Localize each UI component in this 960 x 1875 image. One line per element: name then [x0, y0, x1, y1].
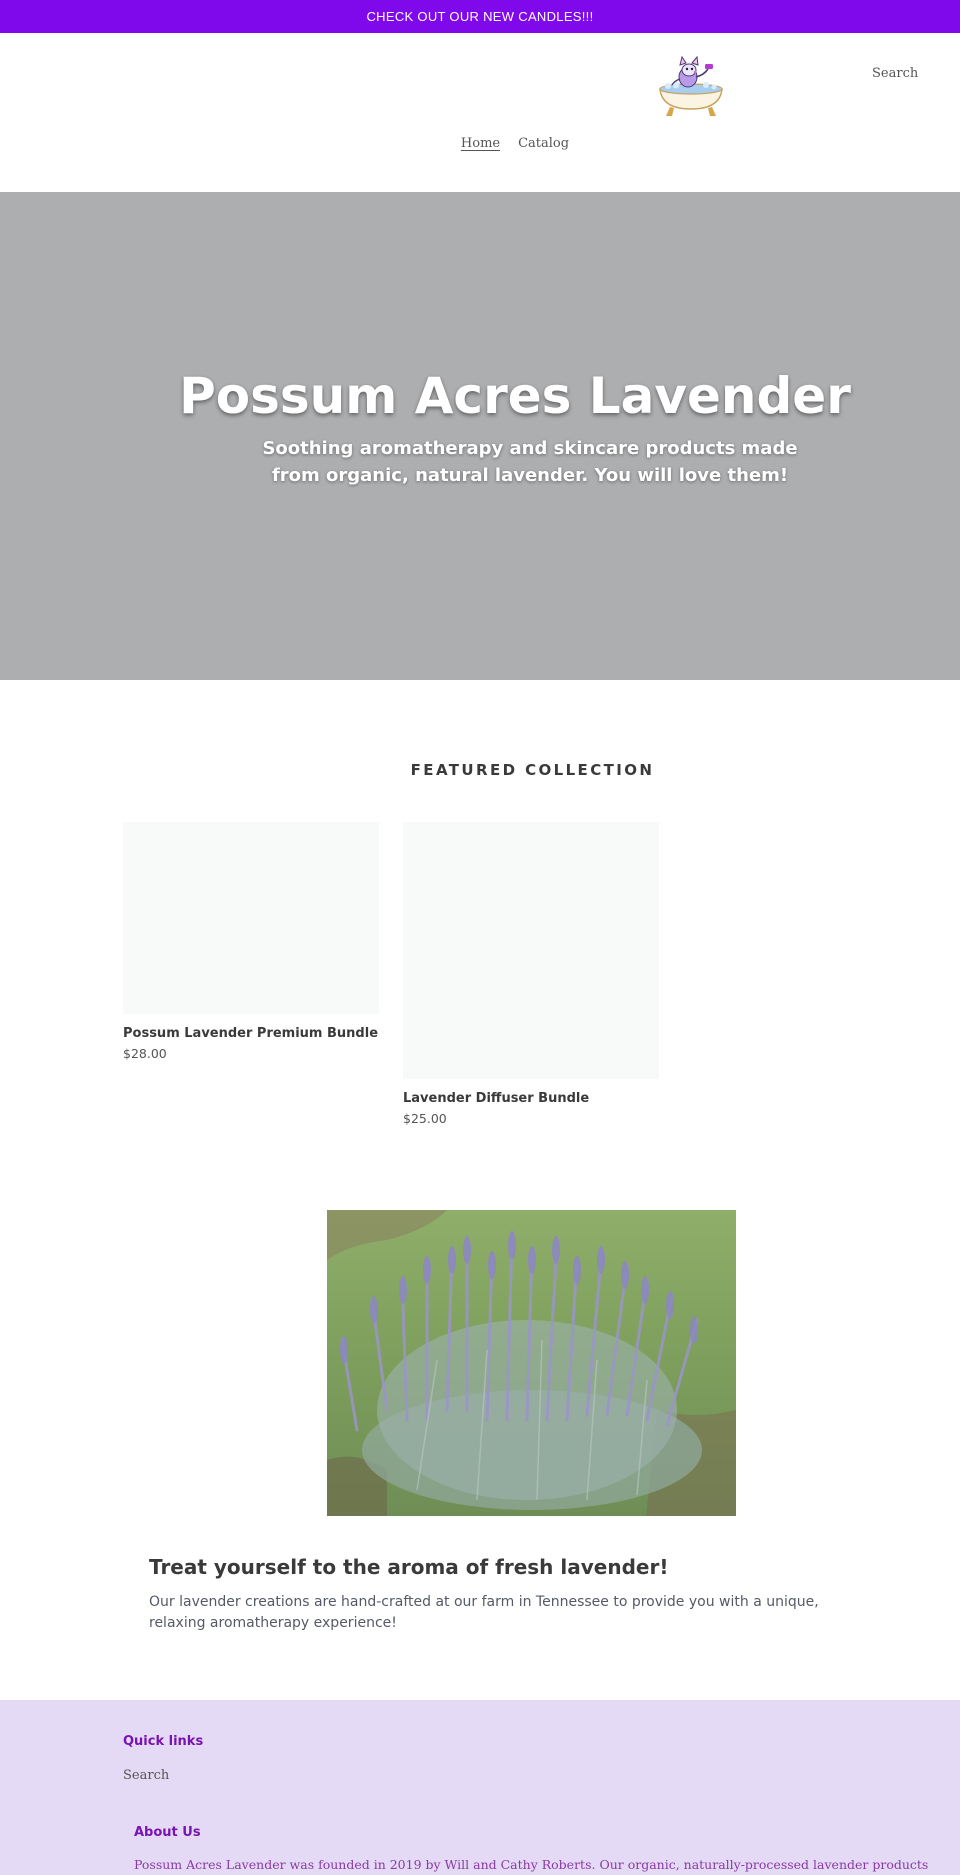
announcement-bar[interactable] [0, 0, 960, 33]
site-footer [0, 1700, 960, 1875]
about-us-text: Possum Acres Lavender was founded in 2019 by Will and Cathy Roberts. Our organic, naturally-processed lavender products [134, 1857, 929, 1872]
hero-title: Possum Acres Lavender [179, 367, 851, 425]
about-us-title: About Us [134, 1825, 201, 1840]
header-search-link[interactable]: Search [872, 66, 919, 81]
featured-collection-title: FEATURED COLLECTION [410, 761, 655, 779]
site-header [0, 33, 960, 192]
product-image-placeholder[interactable] [123, 822, 379, 1014]
nav-item-catalog[interactable]: Catalog [518, 136, 570, 151]
nav-item-home[interactable]: Home [460, 136, 501, 151]
hero-banner [0, 192, 960, 680]
product-price: $25.00 [403, 1111, 447, 1126]
product-card[interactable] [403, 822, 659, 1126]
feature-heading: Treat yourself to the aroma of fresh lavender! [149, 1555, 669, 1579]
product-card[interactable] [123, 822, 379, 1061]
product-name[interactable]: Possum Lavender Premium Bundle [123, 1026, 379, 1041]
footer-search-link[interactable]: Search [123, 1768, 170, 1783]
announcement-text[interactable]: CHECK OUT OUR NEW CANDLES!!! [366, 9, 594, 24]
lavender-field-photo-icon [327, 1210, 736, 1516]
feature-body: Our lavender creations are hand-crafted at our farm in Tennessee to provide you with a unique, relaxing aromatherapy experience! [149, 1594, 819, 1631]
quick-links-title: Quick links [123, 1734, 204, 1749]
possum-in-bathtub-logo-icon [654, 55, 728, 119]
product-price: $28.00 [123, 1046, 167, 1061]
hero-subtitle: Soothing aromatherapy and skincare products made from organic, natural lavender. You will love them! [262, 438, 798, 486]
main-navigation [0, 136, 960, 151]
product-name[interactable]: Lavender Diffuser Bundle [403, 1091, 590, 1106]
product-image-placeholder[interactable] [403, 822, 659, 1079]
site-logo[interactable] [654, 55, 728, 119]
image-with-text-block [149, 1555, 869, 1634]
